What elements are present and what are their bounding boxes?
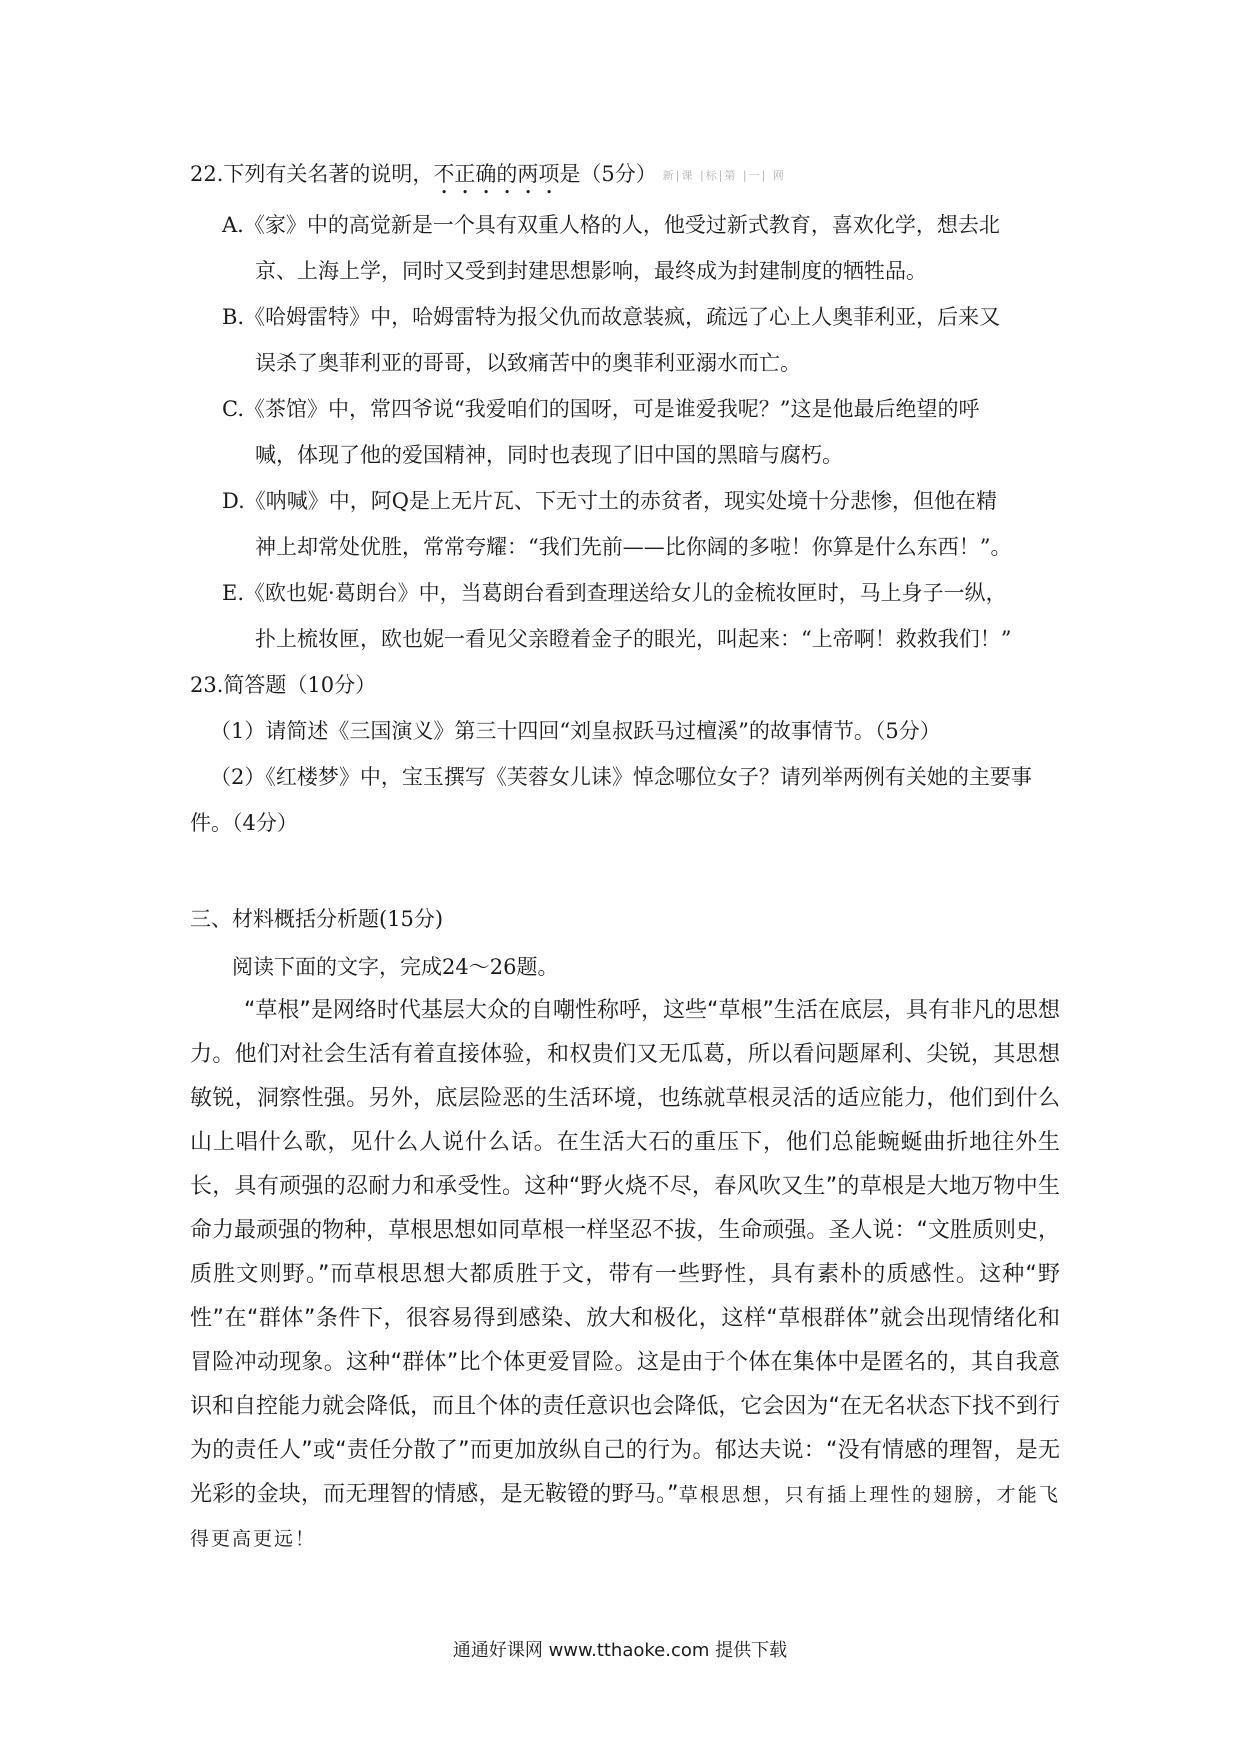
reading-passage <box>190 989 1060 1561</box>
option-c-line1: C.《茶馆》中，常四爷说“我爱咱们的国呀，可是谁爱我呢？”这是他最后绝望的呼 <box>222 397 980 421</box>
question-23-item-1: （1）请简述《三国演义》第三十四回“刘皇叔跃马过檀溪”的故事情节。（5分） <box>210 719 941 743</box>
option-b-line1: B.《哈姆雷特》中，哈姆雷特为报父仇而故意装疯，疏远了心上人奥菲利亚，后来又 <box>222 305 1001 329</box>
emphasized-text: 不正确的两项 <box>433 162 560 186</box>
section-3-title: 三、材料概括分析题(15分) <box>190 907 444 931</box>
passage-tail: 草根思想，只有插上理性的翅膀，才能飞得更高更远！ <box>190 1484 1060 1550</box>
question-22-stem: 22.下列有关名著的说明，不正确的两项是（5分） 新|课 |标|第 |一| 网 <box>190 162 786 186</box>
option-a-line1: A.《家》中的高觉新是一个具有双重人格的人，他受过新式教育，喜欢化学，想去北 <box>222 213 1000 237</box>
option-d-line2: 神上却常处优胜，常常夸耀：“我们先前——比你阔的多啦！你算是什么东西！”。 <box>255 535 1012 559</box>
passage-body: “草根”是网络时代基层大众的自嘲性称呼，这些“草根”生活在底层，具有非凡的思想力。他们对社会生活有着直接体验，和权贵们又无瓜葛，所以看问题犀利、尖锐，其思想敏锐，洞察性强。另外，底层险恶的生活环境，也练就草根灵活的适应能力，他们到什么山上唱什么歌，见什么人说什么话。在生活大石的重压下，他们总能蜿蜒曲折地往外生长，具有顽强的忍耐力和承受性。这种“野火烧不尽，春风吹又生”的草根是大地万物中生命力最顽强的物种，草根思想如同草根一样坚忍不拔，生命顽强。圣人说：“文胜质则史，质胜文则野。”而草根思想大都质胜于文，带有一些野性，具有素朴的质感性。这种“野性”在“群体”条件下，很容易得到感染、放大和极化，这样“草根群体”就会出现情绪化和冒险冲动现象。这种“群体”比个体更爱冒险。这是由于个体在集体中是匿名的，其自我意识和自控能力就会降低，而且个体的责任意识也会降低，它会因为“在无名状态下找不到行为的责任人”或“责任分散了”而更加放纵自己的行为。郁达夫说：“没有情感的理智，是无光彩的金块，而无理智的情感，是无鞍镫的野马。” <box>190 998 1060 1507</box>
option-e-line2: 扑上梳妆匣，欧也妮一看见父亲瞪着金子的眼光，叫起来：“上帝啊！救救我们！” <box>255 627 1012 651</box>
option-b-line2: 误杀了奥菲利亚的哥哥，以致痛苦中的奥菲利亚溺水而亡。 <box>255 351 801 375</box>
option-e-line1: E.《欧也妮·葛朗台》中，当葛朗台看到查理送给女儿的金梳妆匣时，马上身子一纵， <box>222 581 1007 605</box>
question-23-item-2-line1: （2）《红楼梦》中，宝玉撰写《芙蓉女儿诔》悼念哪位女子？请列举两例有关她的主要事 <box>210 765 1032 789</box>
option-d-line1: D.《呐喊》中，阿Q是上无片瓦、下无寸土的赤贫者，现实处境十分悲惨，但他在精 <box>222 489 997 513</box>
watermark-text: 新|课 |标|第 |一| 网 <box>662 168 786 182</box>
option-c-line2: 喊，体现了他的爱国精神，同时也表现了旧中国的黑暗与腐朽。 <box>255 443 843 467</box>
question-23-item-2-line2: 件。（4分） <box>190 811 298 835</box>
section-3-intro: 阅读下面的文字，完成24～26题。 <box>232 955 559 979</box>
download-footer: 通通好课网 www.tthaoke.com 提供下载 <box>452 1640 788 1661</box>
question-23-title: 23.简答题（10分） <box>190 673 377 697</box>
option-a-line2: 京、上海上学，同时又受到封建思想影响，最终成为封建制度的牺牲品。 <box>255 259 927 283</box>
